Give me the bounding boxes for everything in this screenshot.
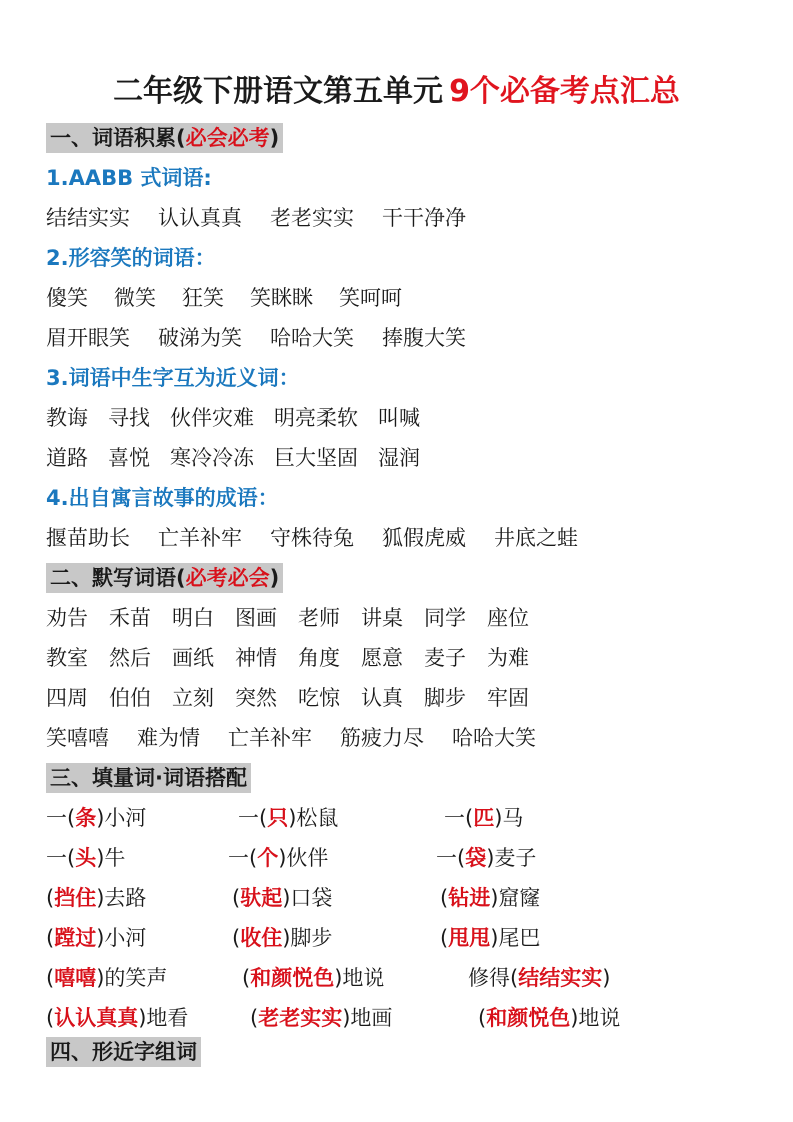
fill-suffix: ) <box>602 966 611 990</box>
page-title <box>0 72 793 112</box>
fill-suffix: )地画 <box>342 1006 393 1030</box>
word-row-dictation-2 <box>46 643 550 673</box>
word-item: 四周 <box>46 686 88 710</box>
fill-suffix: )马 <box>494 806 524 830</box>
word-item: 立刻 <box>172 686 214 710</box>
fill-answer: 个 <box>257 846 279 870</box>
word-item: 笑呵呵 <box>339 286 402 310</box>
word-item: 脚步 <box>424 686 466 710</box>
word-item: 认认真真 <box>158 206 242 230</box>
fill-item <box>250 1003 392 1033</box>
word-row-laugh-2 <box>46 323 494 353</box>
word-item: 画纸 <box>172 646 214 670</box>
word-item: 讲桌 <box>361 606 403 630</box>
word-item: 角度 <box>298 646 340 670</box>
subheading-idioms: 4.出自寓言故事的成语： <box>46 486 279 510</box>
word-item: 结结实实 <box>46 206 130 230</box>
word-item: 巨大坚固 <box>274 446 358 470</box>
fill-suffix: )的笑声 <box>96 966 168 990</box>
word-item: 明亮柔软 <box>274 406 358 430</box>
fill-prefix: 一( <box>228 846 258 870</box>
fill-answer: 匹 <box>473 806 495 830</box>
word-item: 狂笑 <box>182 286 224 310</box>
title-main: 二年级下册语文第五单元 <box>113 74 444 109</box>
word-item: 眉开眼笑 <box>46 326 130 350</box>
fill-prefix: 一( <box>46 806 76 830</box>
word-item: 神情 <box>235 646 277 670</box>
word-row-dictation-1 <box>46 603 550 633</box>
word-item: 湿润 <box>378 446 420 470</box>
word-item: 为难 <box>487 646 529 670</box>
word-item: 难为情 <box>137 726 200 750</box>
fill-answer: 蹚过 <box>54 926 97 950</box>
section-header-similar-chars: 四、形近字组词 <box>46 1037 201 1067</box>
word-item: 哈哈大笑 <box>452 726 536 750</box>
fill-prefix: ( <box>242 966 251 990</box>
word-item: 教诲 <box>46 406 88 430</box>
section-close: ) <box>269 126 280 150</box>
fill-item <box>232 923 332 953</box>
fill-suffix: )口袋 <box>282 886 333 910</box>
fill-answer: 头 <box>75 846 97 870</box>
fill-item <box>46 803 146 833</box>
word-item: 麦子 <box>424 646 466 670</box>
word-item: 干干净净 <box>382 206 466 230</box>
fill-suffix: )窟窿 <box>490 886 541 910</box>
word-row-aabb <box>46 203 494 233</box>
fill-item <box>232 883 332 913</box>
fill-item <box>46 883 146 913</box>
fill-item <box>444 803 523 833</box>
word-item: 破涕为笑 <box>158 326 242 350</box>
word-item: 寒冷冷冻 <box>170 446 254 470</box>
fill-suffix: )地说 <box>334 966 385 990</box>
fill-answer: 和颜悦色 <box>250 966 335 990</box>
word-item: 微笑 <box>114 286 156 310</box>
section-header-measure-words: 三、填量词·词语搭配 <box>46 763 251 793</box>
word-item: 老老实实 <box>270 206 354 230</box>
section-label: 一、词语积累( <box>50 126 186 150</box>
subheading-aabb: 1.AABB 式词语: <box>46 166 212 190</box>
word-item: 喜悦 <box>108 446 150 470</box>
fill-item <box>242 963 384 993</box>
word-item: 哈哈大笑 <box>270 326 354 350</box>
word-item: 筋疲力尽 <box>340 726 424 750</box>
fill-item <box>468 963 610 993</box>
fill-item <box>46 843 125 873</box>
fill-prefix: ( <box>46 926 55 950</box>
fill-prefix: ( <box>440 886 449 910</box>
fill-prefix: 一( <box>46 846 76 870</box>
word-row-dictation-3 <box>46 683 550 713</box>
section-header-vocabulary <box>46 123 283 153</box>
fill-item <box>440 923 540 953</box>
word-item: 揠苗助长 <box>46 526 130 550</box>
word-item: 捧腹大笑 <box>382 326 466 350</box>
fill-answer: 嘻嘻 <box>54 966 97 990</box>
fill-answer: 认认真真 <box>54 1006 139 1030</box>
word-item: 道路 <box>46 446 88 470</box>
word-row-synonyms-1 <box>46 403 440 433</box>
fill-answer: 甩甩 <box>448 926 491 950</box>
word-item: 笑嘻嘻 <box>46 726 109 750</box>
fill-answer: 袋 <box>465 846 487 870</box>
fill-answer: 老老实实 <box>258 1006 343 1030</box>
word-item: 叫喊 <box>378 406 420 430</box>
fill-item <box>46 923 146 953</box>
word-item: 亡羊补牢 <box>158 526 242 550</box>
fill-item <box>436 843 536 873</box>
fill-answer: 挡住 <box>54 886 97 910</box>
fill-suffix: )尾巴 <box>490 926 541 950</box>
fill-suffix: )脚步 <box>282 926 333 950</box>
word-item: 狐假虎威 <box>382 526 466 550</box>
section-label: 二、默写词语( <box>50 566 186 590</box>
word-item: 禾苗 <box>109 606 151 630</box>
fill-prefix: ( <box>478 1006 487 1030</box>
fill-answer: 钻进 <box>448 886 491 910</box>
word-item: 同学 <box>424 606 466 630</box>
word-row-idioms <box>46 523 606 553</box>
fill-item <box>238 803 338 833</box>
title-highlight: 9个必备考点汇总 <box>449 74 680 109</box>
fill-suffix: )地说 <box>570 1006 621 1030</box>
fill-prefix: 一( <box>436 846 466 870</box>
fill-suffix: )小河 <box>96 926 147 950</box>
word-item: 老师 <box>298 606 340 630</box>
word-item: 守株待兔 <box>270 526 354 550</box>
fill-item <box>440 883 540 913</box>
word-item: 座位 <box>487 606 529 630</box>
section-tag: 必考必会 <box>185 566 270 590</box>
fill-suffix: )地看 <box>138 1006 189 1030</box>
fill-suffix: )麦子 <box>486 846 537 870</box>
word-item: 认真 <box>361 686 403 710</box>
fill-prefix: ( <box>250 1006 259 1030</box>
word-item: 劝告 <box>46 606 88 630</box>
section-tag: 必会必考 <box>185 126 270 150</box>
section-header-dictation <box>46 563 283 593</box>
fill-prefix: ( <box>46 966 55 990</box>
fill-suffix: )伙伴 <box>278 846 329 870</box>
fill-prefix: ( <box>440 926 449 950</box>
fill-item <box>228 843 328 873</box>
word-item: 吃惊 <box>298 686 340 710</box>
fill-answer: 结结实实 <box>518 966 603 990</box>
fill-suffix: )牛 <box>96 846 126 870</box>
fill-prefix: ( <box>232 926 241 950</box>
fill-prefix: ( <box>232 886 241 910</box>
subheading-synonyms: 3.词语中生字互为近义词： <box>46 366 300 390</box>
word-row-laugh-1 <box>46 283 428 313</box>
word-item: 伙伴灾难 <box>170 406 254 430</box>
word-item: 教室 <box>46 646 88 670</box>
word-item: 傻笑 <box>46 286 88 310</box>
word-item: 亡羊补牢 <box>228 726 312 750</box>
word-item: 井底之蛙 <box>494 526 578 550</box>
fill-answer: 驮起 <box>240 886 283 910</box>
fill-item <box>46 963 167 993</box>
word-item: 图画 <box>235 606 277 630</box>
fill-suffix: )松鼠 <box>288 806 339 830</box>
fill-answer: 只 <box>267 806 289 830</box>
word-item: 明白 <box>172 606 214 630</box>
word-row-dictation-4 <box>46 723 564 753</box>
fill-prefix: 一( <box>444 806 474 830</box>
fill-prefix: 修得( <box>468 966 519 990</box>
fill-answer: 和颜悦色 <box>486 1006 571 1030</box>
fill-item <box>46 1003 188 1033</box>
word-item: 伯伯 <box>109 686 151 710</box>
word-item: 愿意 <box>361 646 403 670</box>
fill-suffix: )去路 <box>96 886 147 910</box>
fill-item <box>478 1003 620 1033</box>
word-item: 牢固 <box>487 686 529 710</box>
fill-prefix: 一( <box>238 806 268 830</box>
fill-answer: 条 <box>75 806 97 830</box>
fill-suffix: )小河 <box>96 806 147 830</box>
fill-answer: 收住 <box>240 926 283 950</box>
word-item: 笑眯眯 <box>250 286 313 310</box>
word-item: 寻找 <box>108 406 150 430</box>
fill-prefix: ( <box>46 1006 55 1030</box>
word-row-synonyms-2 <box>46 443 440 473</box>
subheading-laugh: 2.形容笑的词语： <box>46 246 216 270</box>
word-item: 突然 <box>235 686 277 710</box>
word-item: 然后 <box>109 646 151 670</box>
section-close: ) <box>269 566 280 590</box>
fill-prefix: ( <box>46 886 55 910</box>
